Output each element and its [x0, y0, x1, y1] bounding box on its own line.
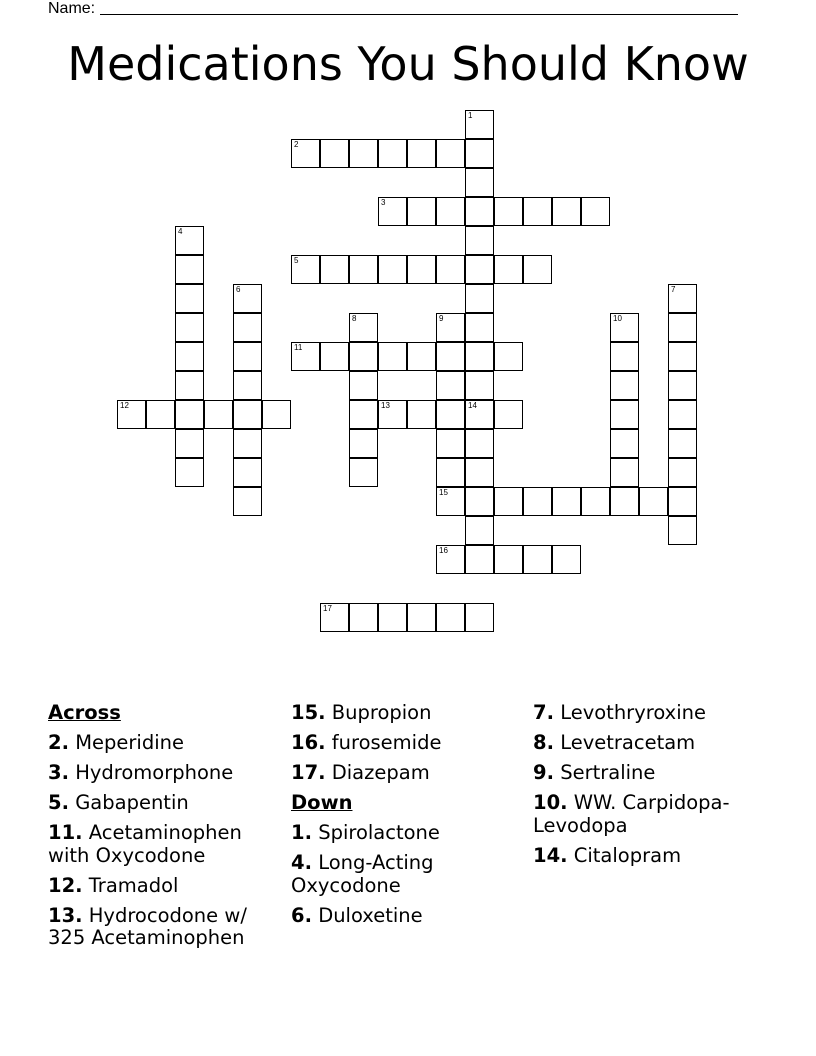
crossword-cell[interactable] — [233, 400, 262, 429]
crossword-cell[interactable] — [465, 487, 494, 516]
crossword-cell[interactable] — [262, 400, 291, 429]
clue-number: 9. — [533, 761, 554, 784]
clue-number: 3. — [48, 761, 69, 784]
clue-text: Gabapentin — [75, 791, 189, 814]
clue-item — [533, 732, 793, 755]
crossword-cell[interactable] — [349, 313, 378, 342]
crossword-cell[interactable] — [117, 400, 146, 429]
down-heading: Down — [291, 791, 353, 814]
clue-item — [291, 822, 527, 845]
crossword-cell[interactable] — [465, 313, 494, 342]
crossword-cell[interactable] — [349, 429, 378, 458]
clue-number-label: 10 — [613, 314, 622, 323]
crossword-cell[interactable] — [378, 603, 407, 632]
crossword-cell[interactable] — [465, 168, 494, 197]
crossword-cell[interactable] — [494, 545, 523, 574]
clue-number: 1. — [291, 821, 312, 844]
crossword-cell[interactable] — [378, 255, 407, 284]
crossword-cell[interactable] — [465, 545, 494, 574]
crossword-cell[interactable] — [465, 255, 494, 284]
crossword-cell[interactable] — [349, 603, 378, 632]
clue-number-label: 6 — [236, 285, 241, 294]
clue-item — [291, 762, 527, 785]
crossword-cell[interactable] — [552, 487, 581, 516]
crossword-cell[interactable] — [204, 400, 233, 429]
clue-number: 5. — [48, 791, 69, 814]
clue-item — [291, 852, 527, 897]
crossword-cell[interactable] — [668, 313, 697, 342]
crossword-cell[interactable] — [610, 429, 639, 458]
crossword-cell[interactable] — [407, 139, 436, 168]
clue-number-label: 5 — [294, 256, 299, 265]
clue-number-label: 13 — [381, 401, 390, 410]
clue-number-label: 12 — [120, 401, 129, 410]
clue-item — [533, 762, 793, 785]
crossword-cell[interactable] — [523, 255, 552, 284]
crossword-cell[interactable] — [436, 429, 465, 458]
clue-number: 14. — [533, 843, 568, 867]
crossword-cell[interactable] — [291, 342, 320, 371]
crossword-cell[interactable] — [233, 342, 262, 371]
crossword-cell[interactable] — [349, 139, 378, 168]
clue-item — [48, 732, 284, 755]
crossword-cell[interactable] — [436, 313, 465, 342]
crossword-cell[interactable] — [436, 603, 465, 632]
clue-list — [0, 702, 816, 1002]
crossword-cell[interactable] — [465, 139, 494, 168]
clue-number: 2. — [48, 731, 69, 754]
crossword-cell[interactable] — [378, 197, 407, 226]
crossword-cell[interactable] — [233, 313, 262, 342]
clue-column-3 — [533, 702, 793, 875]
clue-number: 13. — [48, 903, 83, 927]
clue-number-label: 8 — [352, 314, 357, 323]
crossword-cell[interactable] — [349, 371, 378, 400]
clue-text: Levetracetam — [560, 731, 696, 754]
crossword-cell[interactable] — [668, 400, 697, 429]
crossword-cell[interactable] — [494, 487, 523, 516]
clue-text: Diazepam — [331, 761, 430, 784]
crossword-cell[interactable] — [436, 139, 465, 168]
crossword-cell[interactable] — [610, 400, 639, 429]
crossword-cell[interactable] — [610, 487, 639, 516]
crossword-cell[interactable] — [320, 255, 349, 284]
crossword-cell[interactable] — [552, 197, 581, 226]
clue-item — [48, 822, 284, 867]
crossword-cell[interactable] — [349, 342, 378, 371]
crossword-cell[interactable] — [436, 255, 465, 284]
clue-number: 8. — [533, 731, 554, 754]
crossword-cell[interactable] — [175, 226, 204, 255]
crossword-cell[interactable] — [407, 197, 436, 226]
clue-number: 7. — [533, 701, 554, 724]
crossword-cell[interactable] — [465, 110, 494, 139]
crossword-cell[interactable] — [465, 429, 494, 458]
clue-item — [533, 702, 793, 725]
crossword-cell[interactable] — [668, 516, 697, 545]
clue-item — [533, 792, 793, 837]
crossword-cell[interactable] — [320, 603, 349, 632]
clue-text: Citalopram — [573, 843, 682, 867]
clue-text: Meperidine — [75, 731, 184, 754]
clue-number-label: 4 — [178, 227, 183, 236]
crossword-cell[interactable] — [465, 458, 494, 487]
crossword-cell[interactable] — [233, 429, 262, 458]
crossword-cell[interactable] — [465, 226, 494, 255]
crossword-cell[interactable] — [465, 371, 494, 400]
clue-text: Tramadol — [88, 873, 179, 897]
crossword-cell[interactable] — [494, 400, 523, 429]
clue-item — [533, 845, 793, 868]
crossword-cell[interactable] — [668, 284, 697, 313]
crossword-cell[interactable] — [407, 400, 436, 429]
clue-item — [291, 702, 527, 725]
crossword-cell[interactable] — [465, 516, 494, 545]
clue-number-label: 9 — [439, 314, 444, 323]
crossword-cell[interactable] — [175, 400, 204, 429]
crossword-cell[interactable] — [523, 545, 552, 574]
crossword-cell[interactable] — [407, 342, 436, 371]
crossword-cell[interactable] — [378, 400, 407, 429]
crossword-cell[interactable] — [146, 400, 175, 429]
crossword-cell[interactable] — [349, 458, 378, 487]
clue-text: Hydrocodone w/ 325 Acetaminophen — [48, 903, 247, 949]
crossword-cell[interactable] — [233, 371, 262, 400]
name-label: Name: — [48, 0, 96, 17]
crossword-cell[interactable] — [233, 458, 262, 487]
crossword-cell[interactable] — [668, 429, 697, 458]
clue-item — [291, 732, 527, 755]
clue-text: Spirolactone — [318, 821, 440, 844]
crossword-cell[interactable] — [407, 255, 436, 284]
crossword-cell[interactable] — [320, 342, 349, 371]
clue-text: Hydromorphone — [75, 761, 234, 784]
clue-text: Bupropion — [331, 701, 432, 724]
clue-number: 11. — [48, 821, 83, 844]
crossword-cell[interactable] — [378, 139, 407, 168]
clue-item — [291, 905, 527, 928]
crossword-cell[interactable] — [291, 255, 320, 284]
clue-number-label: 3 — [381, 198, 386, 207]
crossword-cell[interactable] — [494, 342, 523, 371]
crossword-cell[interactable] — [233, 487, 262, 516]
clue-number-label: 14 — [468, 401, 477, 410]
crossword-cell[interactable] — [668, 342, 697, 371]
clue-number-label: 7 — [671, 285, 676, 294]
clue-number-label: 2 — [294, 140, 299, 149]
crossword-cell[interactable] — [581, 487, 610, 516]
crossword-cell[interactable] — [465, 603, 494, 632]
crossword-cell[interactable] — [436, 458, 465, 487]
clue-number: 10. — [533, 791, 568, 814]
crossword-cell[interactable] — [175, 313, 204, 342]
clue-text: Long-Acting Oxycodone — [291, 851, 434, 897]
clue-item — [48, 792, 284, 815]
clue-item — [48, 905, 284, 950]
clue-number: 4. — [291, 851, 312, 874]
crossword-cell[interactable] — [610, 371, 639, 400]
crossword-cell[interactable] — [175, 371, 204, 400]
clue-text: furosemide — [331, 731, 442, 754]
crossword-cell[interactable] — [436, 342, 465, 371]
crossword-cell[interactable] — [175, 342, 204, 371]
crossword-cell[interactable] — [523, 487, 552, 516]
crossword-cell[interactable] — [581, 197, 610, 226]
crossword-cell[interactable] — [349, 400, 378, 429]
crossword-cell[interactable] — [291, 139, 320, 168]
clue-number-label: 1 — [468, 111, 473, 120]
clue-number-label: 15 — [439, 488, 448, 497]
clue-number: 12. — [48, 873, 83, 897]
clue-text: Acetaminophen with Oxycodone — [48, 821, 242, 867]
crossword-cell[interactable] — [407, 603, 436, 632]
crossword-cell[interactable] — [465, 284, 494, 313]
crossword-cell[interactable] — [436, 545, 465, 574]
crossword-cell[interactable] — [175, 284, 204, 313]
crossword-cell[interactable] — [175, 458, 204, 487]
crossword-cell[interactable] — [494, 255, 523, 284]
clue-text: Sertraline — [560, 761, 656, 784]
clue-number-label: 11 — [294, 343, 303, 352]
crossword-cell[interactable] — [552, 545, 581, 574]
crossword-cell[interactable] — [320, 139, 349, 168]
clue-item — [48, 875, 284, 898]
crossword-cell[interactable] — [668, 487, 697, 516]
crossword-cell[interactable] — [610, 342, 639, 371]
clue-number: 15. — [291, 701, 326, 724]
crossword-cell[interactable] — [233, 284, 262, 313]
crossword-cell[interactable] — [523, 197, 552, 226]
crossword-cell[interactable] — [465, 197, 494, 226]
clue-column-1 — [48, 702, 284, 957]
clue-number-label: 16 — [439, 546, 448, 555]
crossword-cell[interactable] — [436, 371, 465, 400]
crossword-cell[interactable] — [378, 342, 407, 371]
clue-number: 6. — [291, 903, 312, 927]
crossword-cell[interactable] — [610, 313, 639, 342]
clue-text: Duloxetine — [318, 903, 423, 927]
clue-text: WW. Carpidopa-Levodopa — [533, 791, 730, 837]
clue-number: 17. — [291, 761, 326, 784]
crossword-cell[interactable] — [465, 342, 494, 371]
clue-item — [48, 762, 284, 785]
crossword-cell[interactable] — [610, 458, 639, 487]
crossword-cell[interactable] — [465, 400, 494, 429]
crossword-cell[interactable] — [494, 197, 523, 226]
crossword-cell[interactable] — [349, 255, 378, 284]
crossword-cell[interactable] — [175, 255, 204, 284]
crossword-cell[interactable] — [436, 400, 465, 429]
crossword-cell[interactable] — [668, 458, 697, 487]
clue-number-label: 17 — [323, 604, 332, 613]
crossword-cell[interactable] — [639, 487, 668, 516]
crossword-cell[interactable] — [175, 429, 204, 458]
across-heading: Across — [48, 701, 121, 724]
clue-number: 16. — [291, 731, 326, 754]
page-title: Medications You Should Know — [67, 37, 749, 91]
clue-text: Levothryroxine — [560, 701, 706, 724]
clue-column-2 — [291, 702, 527, 935]
crossword-cell[interactable] — [668, 371, 697, 400]
crossword-cell[interactable] — [436, 487, 465, 516]
crossword-cell[interactable] — [436, 197, 465, 226]
